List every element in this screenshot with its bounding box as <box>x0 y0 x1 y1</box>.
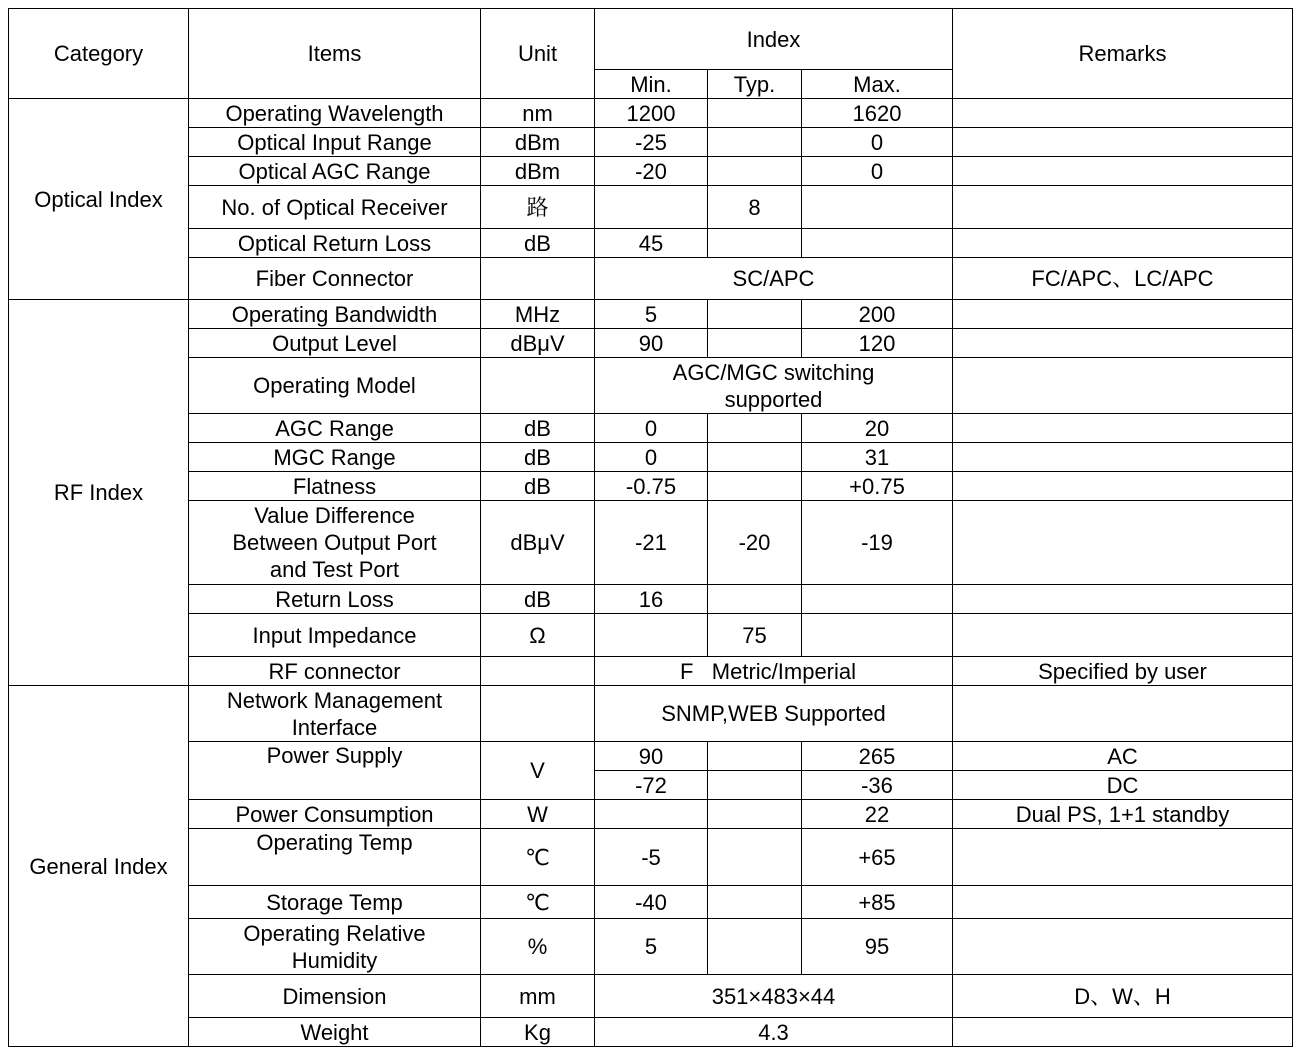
value-cell: SNMP,WEB Supported <box>595 686 953 742</box>
unit-cell: mm <box>481 975 595 1018</box>
table-row <box>9 258 1293 300</box>
item-cell: Return Loss <box>189 585 481 614</box>
table-row <box>9 657 1293 686</box>
unit-cell: dB <box>481 443 595 472</box>
item-cell: Power Supply <box>189 742 481 800</box>
max-cell: -19 <box>802 501 953 585</box>
item-cell: AGC Range <box>189 414 481 443</box>
remarks-cell <box>953 443 1293 472</box>
header-remarks: Remarks <box>953 9 1293 99</box>
item-cell: MGC Range <box>189 443 481 472</box>
spec-table <box>8 8 1293 1047</box>
typ-cell: 8 <box>708 186 802 229</box>
min-cell: -0.75 <box>595 472 708 501</box>
unit-cell <box>481 657 595 686</box>
table-row <box>9 414 1293 443</box>
typ-cell: 75 <box>708 614 802 657</box>
category-general: General Index <box>9 686 189 1047</box>
item-cell <box>189 919 481 975</box>
unit-cell: Ω <box>481 614 595 657</box>
unit-cell: dBm <box>481 128 595 157</box>
typ-cell <box>708 128 802 157</box>
remarks-cell: Dual PS, 1+1 standby <box>953 800 1293 829</box>
max-cell: +0.75 <box>802 472 953 501</box>
item-cell <box>189 501 481 585</box>
item-cell: Optical Input Range <box>189 128 481 157</box>
category-optical: Optical Index <box>9 99 189 300</box>
unit-cell <box>481 258 595 300</box>
typ-cell <box>708 329 802 358</box>
unit-cell: MHz <box>481 300 595 329</box>
typ-cell <box>708 886 802 919</box>
typ-cell <box>708 229 802 258</box>
min-cell: -5 <box>595 829 708 886</box>
remarks-cell <box>953 886 1293 919</box>
max-cell <box>802 186 953 229</box>
value-line: supported <box>724 386 823 412</box>
typ-cell <box>708 919 802 975</box>
table-row <box>9 1018 1293 1047</box>
min-cell: -20 <box>595 157 708 186</box>
remarks-cell <box>953 414 1293 443</box>
item-line: Network Management <box>226 687 443 713</box>
item-cell: Fiber Connector <box>189 258 481 300</box>
item-cell: Optical Return Loss <box>189 229 481 258</box>
typ-cell <box>708 771 802 800</box>
min-cell: -25 <box>595 128 708 157</box>
item-line: Interface <box>291 714 378 740</box>
min-cell <box>595 614 708 657</box>
table-row <box>9 886 1293 919</box>
unit-cell: ℃ <box>481 829 595 886</box>
typ-cell <box>708 829 802 886</box>
item-cell: Output Level <box>189 329 481 358</box>
max-cell: 95 <box>802 919 953 975</box>
remarks-cell: Specified by user <box>953 657 1293 686</box>
remarks-cell <box>953 585 1293 614</box>
remarks-cell: FC/APC、LC/APC <box>953 258 1293 300</box>
remarks-cell <box>953 358 1293 414</box>
item-line: Between Output Port <box>232 530 437 555</box>
min-cell: -21 <box>595 501 708 585</box>
header-row <box>9 9 1293 70</box>
unit-cell: dB <box>481 229 595 258</box>
max-cell: 265 <box>802 742 953 771</box>
item-line: Operating Relative <box>243 920 426 946</box>
min-cell: 90 <box>595 329 708 358</box>
item-cell: Storage Temp <box>189 886 481 919</box>
table-row <box>9 329 1293 358</box>
table-row <box>9 128 1293 157</box>
min-cell: 16 <box>595 585 708 614</box>
min-cell <box>595 186 708 229</box>
remarks-cell <box>953 99 1293 128</box>
unit-cell: ℃ <box>481 886 595 919</box>
item-cell: Power Consumption <box>189 800 481 829</box>
max-cell <box>802 229 953 258</box>
table-row <box>9 686 1293 742</box>
header-unit: Unit <box>481 9 595 99</box>
item-cell: Operating Model <box>189 358 481 414</box>
remarks-cell <box>953 501 1293 585</box>
min-cell: 45 <box>595 229 708 258</box>
typ-cell <box>708 414 802 443</box>
remarks-cell <box>953 919 1293 975</box>
unit-cell: V <box>481 742 595 800</box>
unit-cell: W <box>481 800 595 829</box>
max-cell <box>802 585 953 614</box>
table-row <box>9 829 1293 886</box>
typ-cell <box>708 742 802 771</box>
max-cell: 22 <box>802 800 953 829</box>
category-rf: RF Index <box>9 300 189 686</box>
value-cell: 4.3 <box>595 1018 953 1047</box>
table-row <box>9 443 1293 472</box>
value-cell: SC/APC <box>595 258 953 300</box>
remarks-cell <box>953 229 1293 258</box>
unit-cell: dB <box>481 472 595 501</box>
unit-cell: Kg <box>481 1018 595 1047</box>
remarks-cell <box>953 329 1293 358</box>
header-max: Max. <box>802 70 953 99</box>
table-row <box>9 919 1293 975</box>
value-cell <box>595 358 953 414</box>
remarks-cell <box>953 1018 1293 1047</box>
item-line: Humidity <box>291 947 378 973</box>
max-cell: 20 <box>802 414 953 443</box>
typ-cell <box>708 300 802 329</box>
item-cell: No. of Optical Receiver <box>189 186 481 229</box>
typ-cell <box>708 472 802 501</box>
remarks-cell: D、W、H <box>953 975 1293 1018</box>
item-cell: Dimension <box>189 975 481 1018</box>
table-row <box>9 975 1293 1018</box>
table-row <box>9 229 1293 258</box>
min-cell: 0 <box>595 414 708 443</box>
unit-cell <box>481 358 595 414</box>
item-line: Value Difference <box>254 503 415 528</box>
value-cell: 351×483×44 <box>595 975 953 1018</box>
item-cell <box>189 686 481 742</box>
min-cell: -72 <box>595 771 708 800</box>
table-row <box>9 800 1293 829</box>
unit-cell: dBμV <box>481 329 595 358</box>
remarks-cell <box>953 300 1293 329</box>
item-cell: Optical AGC Range <box>189 157 481 186</box>
min-cell: 5 <box>595 300 708 329</box>
unit-cell: 路 <box>481 186 595 229</box>
max-cell: 31 <box>802 443 953 472</box>
typ-cell: -20 <box>708 501 802 585</box>
remarks-cell <box>953 829 1293 886</box>
remarks-cell: AC <box>953 742 1293 771</box>
remarks-cell <box>953 472 1293 501</box>
item-cell: Operating Wavelength <box>189 99 481 128</box>
table-row <box>9 99 1293 128</box>
unit-cell: dB <box>481 585 595 614</box>
max-cell: 200 <box>802 300 953 329</box>
min-cell: 1200 <box>595 99 708 128</box>
max-cell: 1620 <box>802 99 953 128</box>
item-cell: Operating Bandwidth <box>189 300 481 329</box>
typ-cell <box>708 99 802 128</box>
item-cell: Operating Temp <box>189 829 481 886</box>
item-cell: Weight <box>189 1018 481 1047</box>
max-cell: 120 <box>802 329 953 358</box>
typ-cell <box>708 585 802 614</box>
value-line: AGC/MGC switching <box>672 359 875 385</box>
table-row <box>9 742 1293 771</box>
remarks-cell: DC <box>953 771 1293 800</box>
item-line: and Test Port <box>269 557 400 582</box>
unit-cell: % <box>481 919 595 975</box>
table-row <box>9 186 1293 229</box>
min-cell: -40 <box>595 886 708 919</box>
min-cell: 5 <box>595 919 708 975</box>
remarks-cell <box>953 686 1293 742</box>
unit-cell <box>481 686 595 742</box>
item-cell: Flatness <box>189 472 481 501</box>
remarks-cell <box>953 128 1293 157</box>
max-cell <box>802 614 953 657</box>
max-cell: +65 <box>802 829 953 886</box>
max-cell: 0 <box>802 157 953 186</box>
unit-cell: dBm <box>481 157 595 186</box>
min-cell: 90 <box>595 742 708 771</box>
typ-cell <box>708 800 802 829</box>
header-items: Items <box>189 9 481 99</box>
typ-cell <box>708 157 802 186</box>
table-row <box>9 614 1293 657</box>
table-row <box>9 472 1293 501</box>
remarks-cell <box>953 614 1293 657</box>
max-cell: 0 <box>802 128 953 157</box>
item-cell: Input Impedance <box>189 614 481 657</box>
table-row <box>9 501 1293 585</box>
table-row <box>9 585 1293 614</box>
max-cell: +85 <box>802 886 953 919</box>
min-cell: 0 <box>595 443 708 472</box>
typ-cell <box>708 443 802 472</box>
remarks-cell <box>953 186 1293 229</box>
header-typ: Typ. <box>708 70 802 99</box>
unit-cell: nm <box>481 99 595 128</box>
item-cell: RF connector <box>189 657 481 686</box>
value-cell: F Metric/Imperial <box>595 657 953 686</box>
max-cell: -36 <box>802 771 953 800</box>
header-category: Category <box>9 9 189 99</box>
table-row <box>9 157 1293 186</box>
table-row <box>9 358 1293 414</box>
header-min: Min. <box>595 70 708 99</box>
min-cell <box>595 800 708 829</box>
unit-cell: dBμV <box>481 501 595 585</box>
remarks-cell <box>953 157 1293 186</box>
table-row <box>9 300 1293 329</box>
unit-cell: dB <box>481 414 595 443</box>
header-index: Index <box>595 9 953 70</box>
